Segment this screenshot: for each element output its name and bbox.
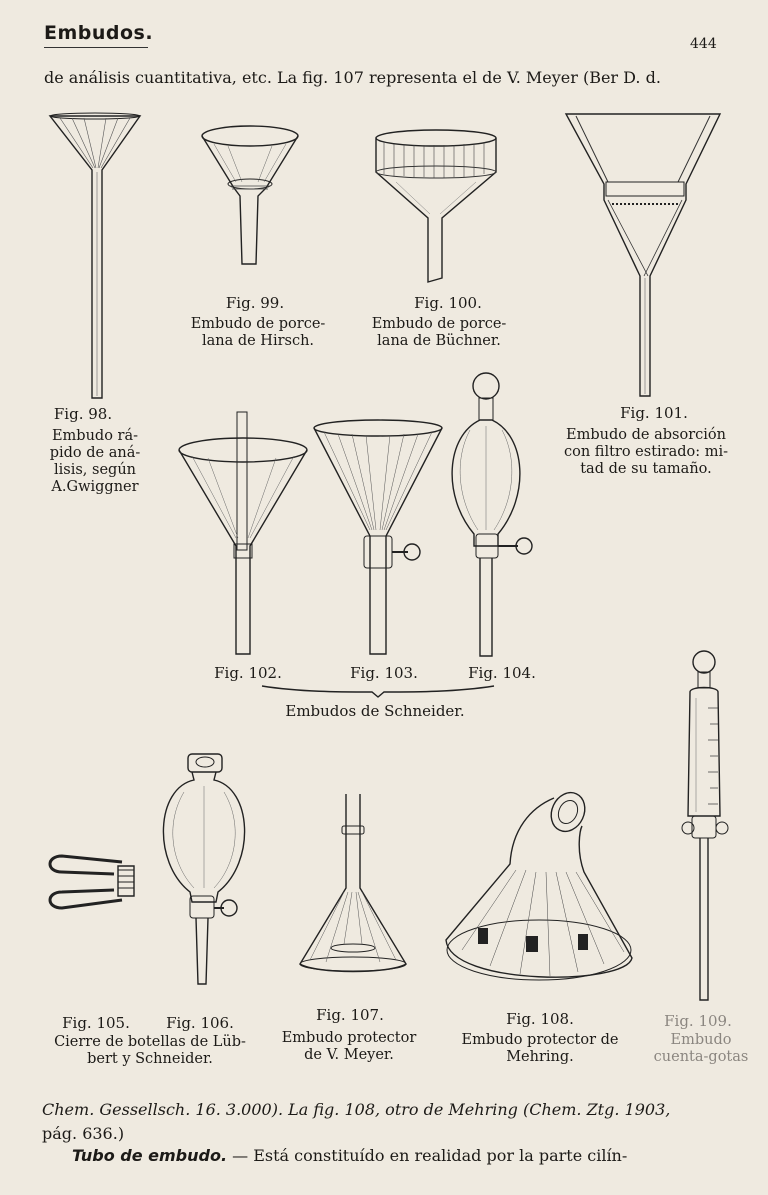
fig-98-caption xyxy=(40,428,150,496)
caption-line: Embudo protector de xyxy=(461,1032,619,1048)
title-underline xyxy=(44,47,148,48)
caption-line: con filtro estirado: mi- xyxy=(563,444,729,460)
caption-line: Embudo de absorción xyxy=(566,427,726,443)
fig-109-label: Fig. 109. xyxy=(664,1012,732,1030)
fig-101-absorption-funnel-illustration xyxy=(564,110,722,400)
caption-line: lana de Hirsch. xyxy=(201,333,315,349)
fig-105-label: Fig. 105. xyxy=(62,1014,130,1032)
body-text-line xyxy=(72,1146,627,1165)
fig-107-protector-funnel-illustration xyxy=(296,792,410,976)
fig-101-label: Fig. 101. xyxy=(620,404,688,422)
caption-line: Embudo de porce- xyxy=(190,316,326,332)
subheading-tubo-de-embudo: Tubo de embudo. xyxy=(72,1146,228,1165)
caption-line: Embudo xyxy=(670,1032,732,1048)
fig-99-hirsch-funnel-illustration xyxy=(200,124,300,266)
caption-line: lana de Büchner. xyxy=(377,333,501,349)
fig-98-funnel-illustration xyxy=(48,112,144,404)
fig-108-label: Fig. 108. xyxy=(506,1010,574,1028)
page-number: 444 xyxy=(690,36,717,52)
caption-line: de V. Meyer. xyxy=(304,1047,394,1063)
fig-99-label: Fig. 99. xyxy=(225,294,285,312)
fig-108-caption xyxy=(438,1032,642,1066)
intro-text-line: de análisis cuantitativa, etc. La fig. 107 representa el de V. Meyer (Ber D. d. xyxy=(44,68,661,87)
caption-line: A.Gwiggner xyxy=(51,479,139,495)
fig-106-label: Fig. 106. xyxy=(166,1014,234,1032)
body-text-line: Chem. Gessellsch. 16. 3.000). La fig. 108, otro de Mehring (Chem. Ztg. 1903, xyxy=(42,1100,671,1119)
caption-line: pido de aná- xyxy=(49,445,141,461)
schneider-group-brace xyxy=(260,684,496,698)
fig-102-label: Fig. 102. xyxy=(214,664,282,682)
fig-105-106-caption xyxy=(34,1034,266,1068)
fig-106-separatory-funnel-illustration xyxy=(156,752,252,988)
fig-99-caption xyxy=(176,316,340,350)
caption-line: tad de su tamaño. xyxy=(580,461,712,477)
body-text-continuation: — Está constituído en realidad por la parte cilín- xyxy=(227,1146,628,1165)
fig-107-label: Fig. 107. xyxy=(316,1006,384,1024)
body-text-line: pág. 636.) xyxy=(42,1124,125,1143)
fig-107-caption xyxy=(264,1030,434,1064)
caption-line: cuenta-gotas xyxy=(653,1049,749,1065)
caption-line: Embudo de porce- xyxy=(371,316,507,332)
fig-98-label: Fig. 98. xyxy=(53,405,113,423)
fig-103-schneider-funnel-illustration xyxy=(312,418,448,658)
fig-101-caption xyxy=(548,427,744,478)
fig-104-separatory-funnel-illustration xyxy=(446,370,538,660)
caption-line: Embudo rá- xyxy=(51,428,139,444)
fig-109-dropping-funnel-illustration xyxy=(680,648,732,1008)
fig-108-mehring-funnel-illustration xyxy=(440,790,636,998)
fig-103-label: Fig. 103. xyxy=(350,664,418,682)
fig-100-caption xyxy=(354,316,524,350)
caption-line: Embudo protector xyxy=(281,1030,417,1046)
caption-line: bert y Schneider. xyxy=(87,1051,213,1067)
fig-104-label: Fig. 104. xyxy=(468,664,536,682)
fig-100-buchner-funnel-illustration xyxy=(372,128,500,286)
fig-105-bottle-clamp-illustration xyxy=(44,850,140,914)
caption-line: Mehring. xyxy=(506,1049,574,1065)
schneider-group-caption: Embudos de Schneider. xyxy=(285,702,465,720)
caption-line: lisis, según xyxy=(54,462,136,478)
section-title: Embudos. xyxy=(44,22,154,44)
fig-100-label: Fig. 100. xyxy=(414,294,482,312)
caption-line: Cierre de botellas de Lüb- xyxy=(54,1034,246,1050)
fig-109-caption xyxy=(642,1032,760,1066)
fig-102-schneider-funnel-illustration xyxy=(176,410,310,658)
